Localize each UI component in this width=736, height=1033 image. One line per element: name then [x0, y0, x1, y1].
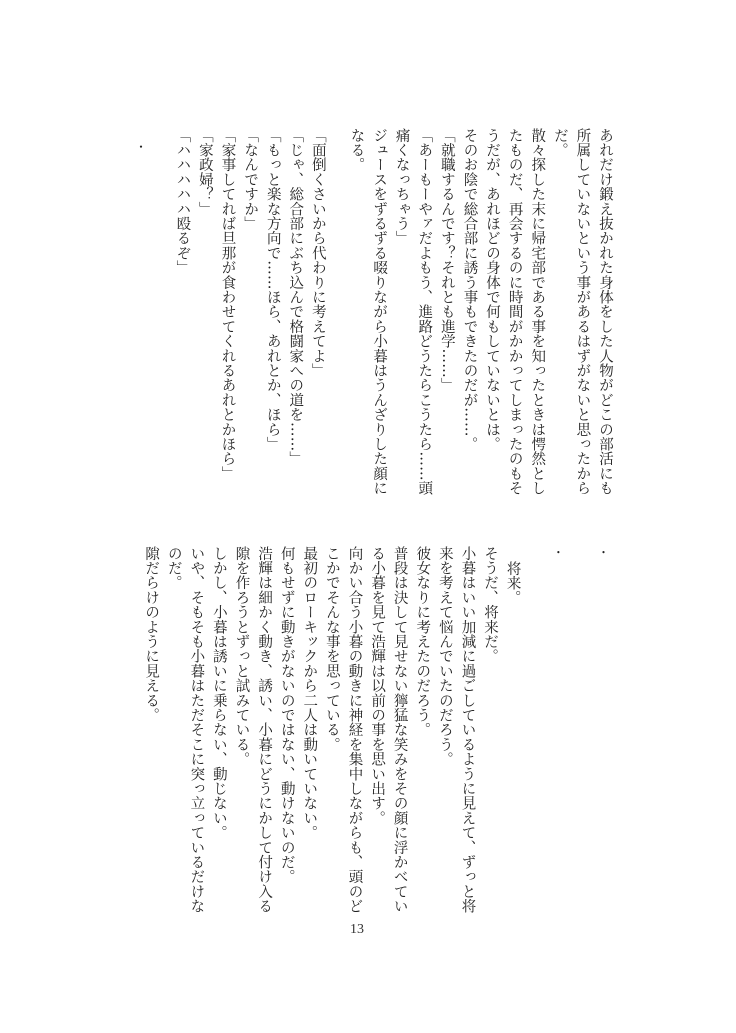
dialogue-line: 「家政婦？」: [196, 128, 213, 217]
text-block-top: [171, 128, 616, 508]
line-gap: [329, 128, 345, 508]
stray-mark: ・: [135, 140, 148, 154]
dialogue-line: 「就職するんです？それとも進学……」: [438, 128, 455, 393]
blank-line: [569, 546, 592, 946]
text-line: うだが、あれほどの身体で何もしていないとは。: [484, 128, 501, 452]
text-line: そうだ、将来だ。: [482, 546, 499, 664]
text-line: 浩輝は細かく動き、誘い、小暮にどうにかして付け入る: [256, 546, 273, 914]
text-block-bottom: [140, 546, 614, 946]
text-line: なる。: [348, 128, 365, 173]
text-line: 最初のローキックから二人は動いていない。: [301, 546, 318, 840]
text-line: たものだ、再会するのに時間がかかってしまったのもそ: [506, 128, 523, 496]
text-line: 散々探した末に帰宅部である事を知ったときは愕然とし: [529, 128, 546, 496]
text-line: 彼女なりに考えたのだろう。: [414, 546, 431, 738]
text-line: あれだけ鍛え抜かれた身体をした人物がどこの部活にも: [597, 128, 613, 496]
text-line: ジュースをずるずる啜りながら小暮はうんざりした顔に: [371, 128, 388, 496]
text-line: いや、そもそも小暮はただそこに突っ立っているだけな: [188, 546, 205, 914]
text-line: 向かい合う小暮の動きに神経を集中しながらも、頭のど: [346, 546, 363, 914]
text-line: る小暮を見て浩輝は以前の事を思い出す。: [369, 546, 386, 826]
text-line: そのお陰で総合部に誘う事もできたのだが……。: [461, 128, 478, 452]
section-mark: ・: [550, 546, 565, 559]
text-line: 将来。: [504, 561, 521, 606]
dialogue-line: 「もっと楽な方向で……ほら、あれとか、ほら」: [264, 128, 281, 452]
dialogue-line: 「なんですか」: [242, 128, 259, 231]
dialogue-line: 「あーもーやァだよもう、進路どうたらこうたら……頭: [416, 128, 433, 496]
dialogue-line: 「じゃ、総合部にぶち込んで格闘家への道を……」: [287, 128, 304, 467]
text-line: のだ。: [165, 546, 182, 591]
text-line: だ。: [551, 128, 568, 158]
text-line: 隙だらけのように見える。: [143, 546, 160, 723]
text-line: 痛くなっちゃう」: [393, 128, 410, 246]
blank-line: [524, 546, 547, 946]
dialogue-line: 「面倒くさいから代わりに考えてよ」: [309, 128, 326, 378]
dialogue-line: 「ハハハハハ殴るぞ」: [174, 128, 191, 275]
text-line: 何もせずに動きがないのではない、動けないのだ。: [278, 546, 295, 885]
text-line: 来を考えて悩んでいたのだろう。: [436, 546, 453, 767]
section-mark: ・: [596, 546, 610, 559]
text-line: 隙を作ろうとずっと試みている。: [233, 546, 250, 767]
text-line: 普段は決して見せない獰猛な笑みをその顔に浮かべてい: [391, 546, 408, 914]
text-line: 所属していないという事があるはずがないと思ったから: [574, 128, 591, 496]
text-line: こかでそんな事を思っている。: [323, 546, 340, 752]
text-line: しかし、小暮は誘いに乗らない、動じない。: [210, 546, 227, 840]
text-line: 小暮はいい加減に過ごしているように見えて、ずっと将: [459, 546, 476, 914]
page-number: 13: [350, 922, 364, 937]
dialogue-line: 「家事してれば旦那が食わせてくれるあれとかほら」: [219, 128, 236, 481]
